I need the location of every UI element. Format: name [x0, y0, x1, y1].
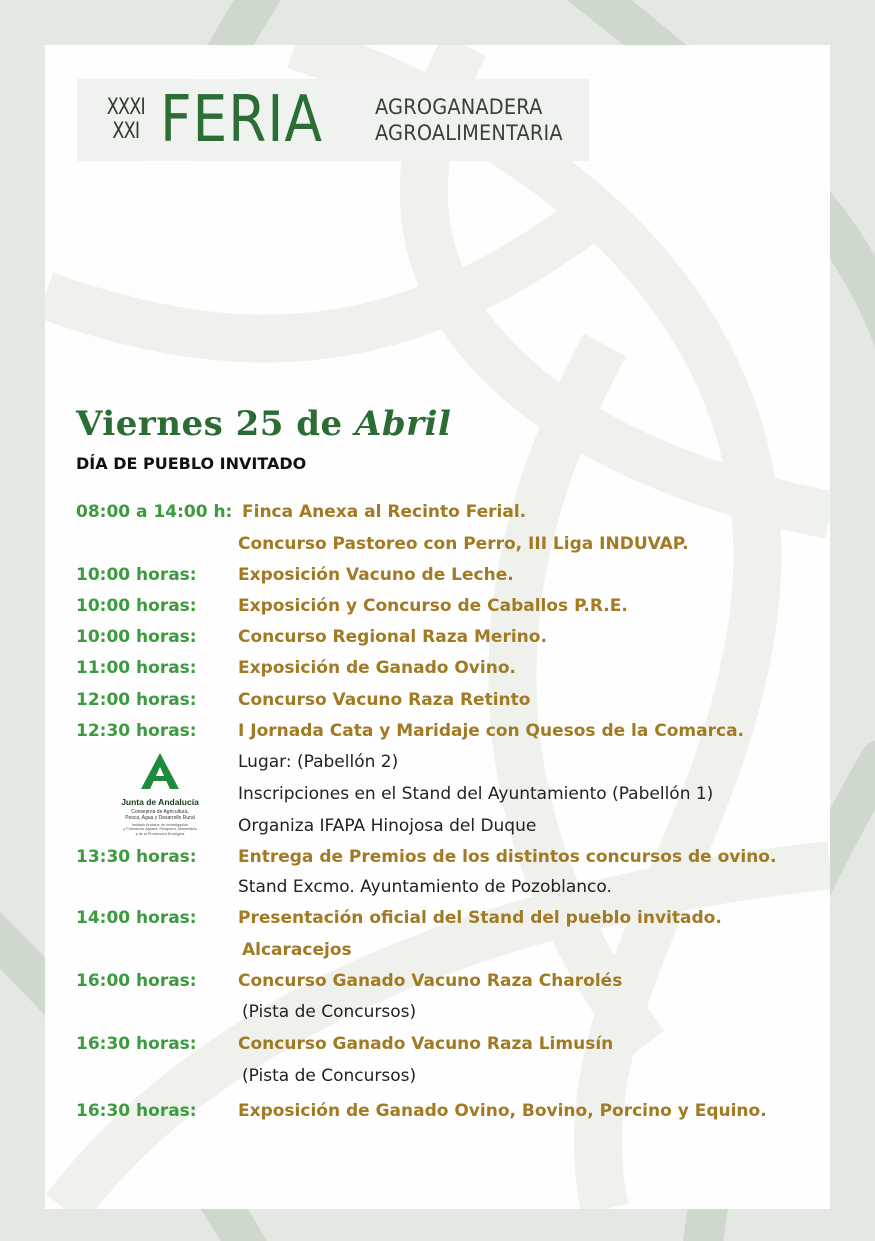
junta-institute	[105, 823, 215, 836]
schedule-activity: Concurso Pastoreo con Perro, III Liga INDUVAP.	[238, 534, 689, 554]
schedule-info: Stand Excmo. Ayuntamiento de Pozoblanco.	[238, 877, 612, 897]
schedule-activity: Exposición Vacuno de Leche.	[238, 565, 514, 585]
schedule-time: 08:00 a 14:00 h:	[76, 502, 233, 522]
schedule-activity: I Jornada Cata y Maridaje con Quesos de la Comarca.	[238, 721, 745, 741]
day-title-text: Viernes 25 de	[76, 404, 355, 444]
feria-logo	[77, 79, 589, 161]
junta-andalucia-logo	[105, 752, 215, 836]
schedule-info: Lugar: (Pabellón 2)	[238, 752, 399, 772]
junta-department	[105, 809, 215, 821]
logo-roman-top: XXXI	[106, 95, 146, 120]
schedule-time: 10:00 horas:	[76, 627, 197, 647]
schedule-time: 12:30 horas:	[76, 721, 197, 741]
schedule-time: 13:30 horas:	[76, 847, 197, 867]
logo-subtitle	[375, 94, 579, 146]
day-title	[76, 404, 451, 444]
schedule-activity: Exposición y Concurso de Caballos P.R.E.	[238, 596, 628, 616]
schedule-activity: Exposición de Ganado Ovino, Bovino, Porcino y Equino.	[238, 1101, 767, 1121]
schedule-activity: Concurso Ganado Vacuno Raza Limusín	[238, 1034, 614, 1054]
junta-name: Junta de Andalucía	[121, 797, 199, 807]
schedule-time: 10:00 horas:	[76, 565, 197, 585]
junta-inst-line: Instituto Andaluz de Investigación	[131, 823, 189, 827]
schedule-activity: Concurso Vacuno Raza Retinto	[238, 690, 531, 710]
junta-inst-line: y de la Producción Ecológica	[135, 831, 185, 836]
schedule-info: (Pista de Concursos)	[242, 1002, 417, 1022]
schedule-time: 16:30 horas:	[76, 1034, 197, 1054]
logo-line-2: AGROALIMENTARIA	[375, 121, 563, 145]
schedule-activity: Alcaracejos	[242, 940, 352, 960]
schedule-time: 16:30 horas:	[76, 1101, 197, 1121]
junta-dept-line: Consejería de Agricultura,	[131, 809, 189, 815]
schedule-info: (Pista de Concursos)	[242, 1066, 417, 1086]
schedule-activity: Concurso Ganado Vacuno Raza Charolés	[238, 971, 623, 991]
schedule-time: 12:00 horas:	[76, 690, 197, 710]
schedule-activity: Entrega de Premios de los distintos concursos de ovino.	[238, 847, 777, 867]
schedule-activity: Exposición de Ganado Ovino.	[238, 658, 516, 678]
day-subtitle: DÍA DE PUEBLO INVITADO	[76, 454, 307, 473]
schedule-time: 11:00 horas:	[76, 658, 197, 678]
schedule-activity: Finca Anexa al Recinto Ferial.	[242, 502, 527, 522]
schedule-info: Inscripciones en el Stand del Ayuntamiento (Pabellón 1)	[238, 784, 714, 804]
logo-line-1: AGROGANADERA	[375, 95, 543, 119]
schedule-time: 10:00 horas:	[76, 596, 197, 616]
logo-edition-numerals	[94, 96, 158, 144]
schedule-time: 14:00 horas:	[76, 908, 197, 928]
schedule-info: Organiza IFAPA Hinojosa del Duque	[238, 816, 537, 836]
junta-emblem-icon	[140, 752, 180, 790]
schedule-time: 16:00 horas:	[76, 971, 197, 991]
logo-feria-word: FERIA	[160, 83, 323, 157]
schedule-activity: Concurso Regional Raza Merino.	[238, 627, 547, 647]
junta-dept-line: Pesca, Agua y Desarrollo Rural	[125, 815, 195, 821]
day-title-month: Abril	[354, 404, 452, 444]
schedule-activity: Presentación oficial del Stand del pueblo invitado.	[238, 908, 722, 928]
logo-roman-bottom: XXI	[112, 119, 140, 144]
junta-inst-line: y Formación Agraria, Pesquera, Alimentaria	[123, 827, 197, 832]
